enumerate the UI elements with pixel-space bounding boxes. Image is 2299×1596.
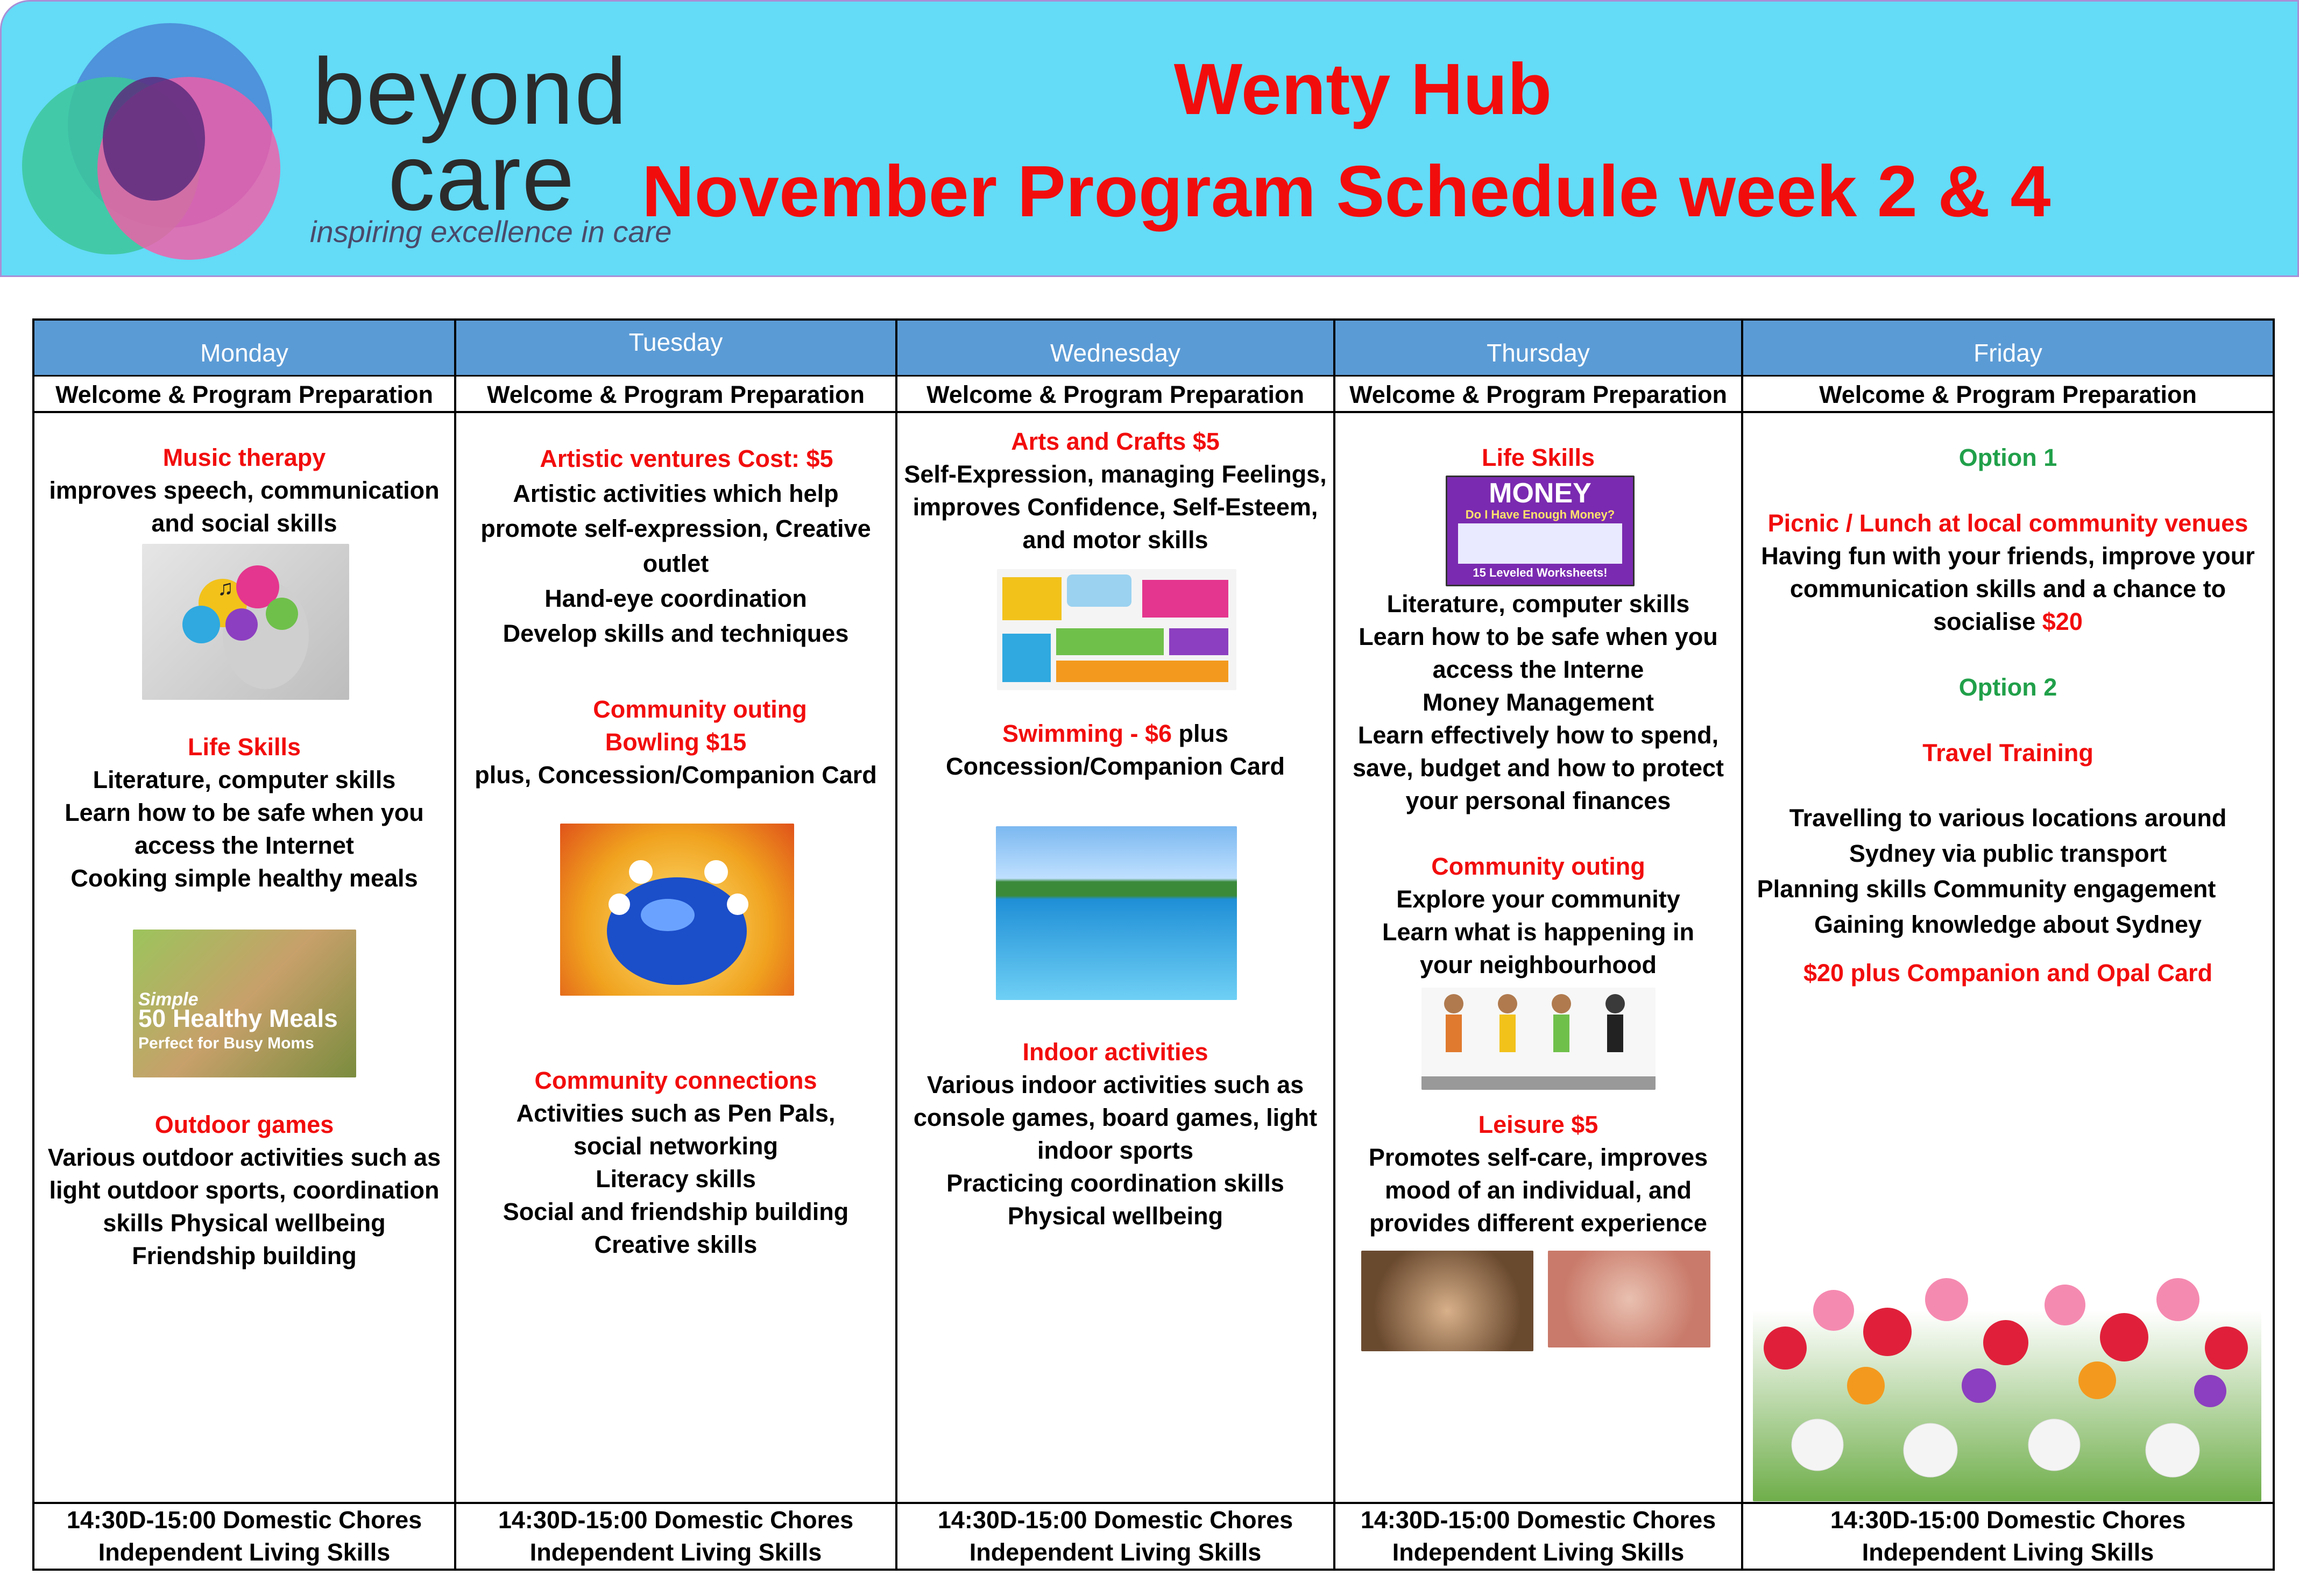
activity-text: Activities such as Pen Pals, xyxy=(516,1100,836,1127)
activity-text: and motor skills xyxy=(1022,526,1208,554)
activity-text: Planning skills Community engagement xyxy=(1757,875,2216,903)
craft-supplies-icon xyxy=(997,569,1236,690)
thursday-activities xyxy=(1335,413,1741,1504)
gladiolus-flowers-icon xyxy=(1753,1208,2261,1501)
footer-chores: 14:30D-15:00 Domestic Chores Independent Living Skills xyxy=(897,1502,1333,1569)
activity-text: Having fun with your friends, improve your xyxy=(1761,542,2255,570)
activity-text: improves Confidence, Self-Esteem, xyxy=(912,493,1318,521)
wednesday-activities xyxy=(897,413,1333,1504)
activity-text: improves speech, communication xyxy=(49,477,440,504)
activity-text: plus, Concession/Companion Card xyxy=(475,761,877,789)
activity-text: mood of an individual, and xyxy=(1385,1176,1692,1204)
activity-title: Life Skills xyxy=(1481,444,1595,471)
activity-title: Arts and Crafts $5 xyxy=(1011,428,1220,455)
activity-text: outlet xyxy=(642,550,709,577)
foot-spa-image xyxy=(1361,1251,1533,1351)
activity-text: Gaining knowledge about Sydney xyxy=(1814,911,2202,938)
column-wednesday xyxy=(897,321,1335,1569)
activity-title: Life Skills xyxy=(187,733,301,761)
footer-chores: 14:30D-15:00 Domestic Chores Independent Living Skills xyxy=(456,1502,895,1569)
page-title: Wenty Hub xyxy=(1173,48,1552,130)
activity-text: Concession/Companion Card xyxy=(945,753,1285,780)
activity-text: console games, board games, light xyxy=(913,1104,1318,1131)
activity-text: Various indoor activities such as xyxy=(926,1071,1304,1098)
activity-text: your personal finances xyxy=(1405,787,1671,814)
activity-title: Picnic / Lunch at local community venues xyxy=(1767,509,2248,537)
activity-title: Community outing xyxy=(1431,853,1645,880)
healthy-meals-image: Simple 50 Healthy Meals Perfect for Busy Moms xyxy=(133,930,356,1077)
bowling-image xyxy=(560,824,794,996)
music-therapy-image xyxy=(142,544,349,700)
page-header xyxy=(0,0,2299,277)
activity-text: skills Physical wellbeing xyxy=(103,1209,386,1237)
activity-text: Learn how to be safe when you xyxy=(1359,623,1718,650)
svg-text:♫: ♫ xyxy=(217,576,234,600)
activity-text: Various outdoor activities such as xyxy=(47,1144,441,1171)
activity-title: Leisure $5 xyxy=(1478,1111,1598,1138)
music-head-icon xyxy=(142,544,349,700)
activity-text: Hand-eye coordination xyxy=(544,585,807,612)
activity-text: Self-Expression, managing Feelings, xyxy=(904,460,1327,488)
leisure-people-image xyxy=(1421,988,1656,1090)
option-label: Option 1 xyxy=(1958,444,2057,471)
activity-title: Community connections xyxy=(534,1067,817,1094)
activity-text: social networking xyxy=(573,1132,779,1160)
footer-chores: 14:30D-15:00 Domestic Chores Independent Living Skills xyxy=(1743,1502,2273,1569)
welcome-row: Welcome & Program Preparation xyxy=(1335,377,1741,413)
day-header-thursday: Thursday xyxy=(1335,321,1741,377)
activity-text: Physical wellbeing xyxy=(1007,1202,1223,1230)
activity-title: Travel Training xyxy=(1922,739,2093,767)
activity-title: Community outing xyxy=(593,696,807,723)
activity-title: Artistic ventures Cost: $5 xyxy=(540,445,833,472)
footer-chores: 14:30D-15:00 Domestic Chores Independent Living Skills xyxy=(1335,1502,1741,1569)
activity-title: Outdoor games xyxy=(154,1111,334,1138)
activity-text: Creative skills xyxy=(594,1231,758,1258)
logo-word-beyond: beyond xyxy=(313,39,628,144)
bowling-ball-icon xyxy=(560,824,794,996)
friday-activities xyxy=(1743,413,2273,1504)
day-header-tuesday: Tuesday xyxy=(456,321,895,377)
monday-activities xyxy=(34,413,454,1504)
page-subtitle: November Program Schedule week 2 & 4 xyxy=(642,151,2051,232)
activity-text: and social skills xyxy=(151,509,337,537)
activity-text: Friendship building xyxy=(132,1242,357,1269)
flowers-image xyxy=(1753,1208,2261,1501)
activity-text: access the Interne xyxy=(1432,656,1644,683)
activity-title: Indoor activities xyxy=(1022,1038,1208,1066)
column-thursday xyxy=(1335,321,1743,1569)
activity-text: save, budget and how to protect xyxy=(1352,754,1724,782)
swimming-pool-image xyxy=(996,826,1237,1000)
column-friday xyxy=(1743,321,2273,1569)
activity-text: indoor sports xyxy=(1037,1137,1193,1164)
activity-text: Learn effectively how to spend, xyxy=(1357,721,1719,749)
activity-text: Literature, computer skills xyxy=(1387,590,1690,618)
activity-text: provides different experience xyxy=(1369,1209,1707,1237)
activity-title: Music therapy xyxy=(162,444,326,471)
activity-text: Travelling to various locations around xyxy=(1789,804,2227,832)
activity-text: socialise $20 xyxy=(1933,608,2083,635)
activity-text: access the Internet xyxy=(135,832,354,859)
option-label: Option 2 xyxy=(1958,673,2057,701)
day-header-friday: Friday xyxy=(1743,321,2273,377)
activity-text: Practicing coordination skills xyxy=(946,1169,1284,1197)
manicure-image xyxy=(1548,1251,1710,1347)
column-tuesday xyxy=(456,321,897,1569)
arts-crafts-image xyxy=(997,569,1236,690)
activity-text: Money Management xyxy=(1422,689,1654,716)
day-header-wednesday: Wednesday xyxy=(897,321,1333,377)
footer-chores: 14:30D-15:00 Domestic Chores Independent Living Skills xyxy=(34,1502,454,1569)
welcome-row: Welcome & Program Preparation xyxy=(456,377,895,413)
schedule-table xyxy=(32,318,2275,1571)
activity-text: your neighbourhood xyxy=(1420,951,1657,978)
activity-cost: $20 plus Companion and Opal Card xyxy=(1803,959,2213,987)
logo-tagline: inspiring excellence in care xyxy=(310,215,672,249)
activity-title: Bowling $15 xyxy=(605,728,747,756)
welcome-row: Welcome & Program Preparation xyxy=(1743,377,2273,413)
welcome-row: Welcome & Program Preparation xyxy=(34,377,454,413)
activity-text: promote self-expression, Creative xyxy=(480,515,871,542)
activity-text: Sydney via public transport xyxy=(1849,840,2167,867)
activity-text: Explore your community xyxy=(1396,885,1680,913)
activity-text: Learn how to be safe when you xyxy=(65,799,424,826)
column-monday xyxy=(34,321,456,1569)
money-worksheet-image: MONEY Do I Have Enough Money? 15 Leveled Worksheets! xyxy=(1446,476,1635,586)
activity-text: Promotes self-care, improves xyxy=(1368,1144,1708,1171)
activity-text: light outdoor sports, coordination xyxy=(49,1176,440,1204)
activity-text: Cooking simple healthy meals xyxy=(70,864,418,892)
activity-text: communication skills and a chance to xyxy=(1789,575,2226,602)
dancing-people-icon xyxy=(1421,988,1656,1090)
activity-text: Literature, computer skills xyxy=(93,766,396,793)
activity-text: Develop skills and techniques xyxy=(503,620,849,647)
logo-word-care: care xyxy=(388,125,576,230)
tuesday-activities xyxy=(456,413,895,1504)
activity-title: Swimming - $6 plus xyxy=(1002,720,1229,747)
activity-text: Artistic activities which help xyxy=(513,480,839,507)
day-header-monday: Monday xyxy=(34,321,454,377)
activity-text: Learn what is happening in xyxy=(1382,918,1695,946)
welcome-row: Welcome & Program Preparation xyxy=(897,377,1333,413)
activity-text: Social and friendship building xyxy=(503,1198,849,1225)
activity-text: Literacy skills xyxy=(596,1165,756,1193)
